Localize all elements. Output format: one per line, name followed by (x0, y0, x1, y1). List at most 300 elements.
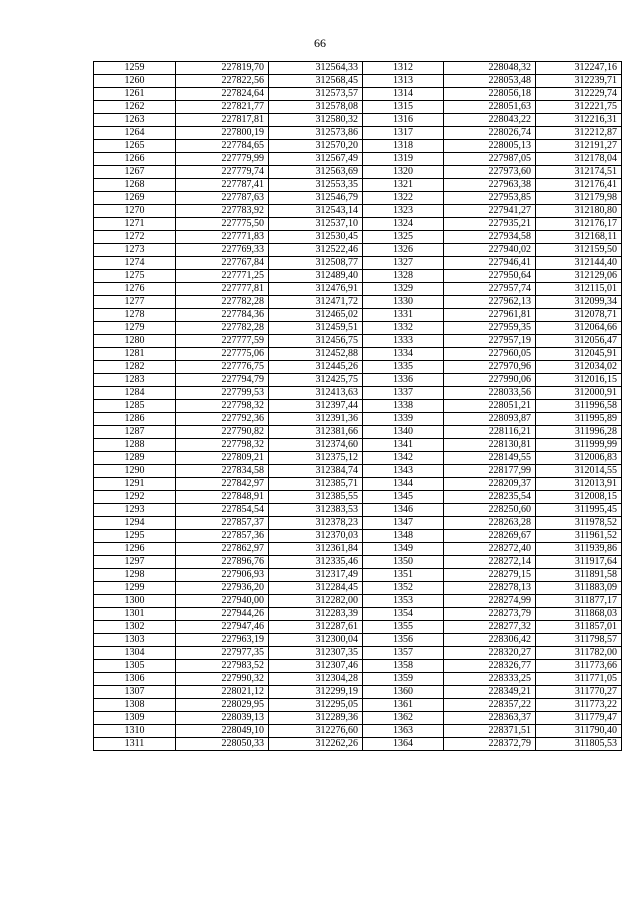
x-coordinate-cell: 228277,32 (444, 621, 536, 634)
x-coordinate-cell: 227819,70 (176, 62, 269, 75)
y-coordinate-cell: 312335,46 (269, 556, 363, 569)
y-coordinate-cell: 312374,60 (269, 439, 363, 452)
y-coordinate-cell: 312247,16 (536, 62, 622, 75)
y-coordinate-cell: 312456,75 (269, 335, 363, 348)
point-number-cell: 1343 (363, 465, 444, 478)
x-coordinate-cell: 227906,93 (176, 569, 269, 582)
table-row (94, 205, 622, 218)
x-coordinate-cell: 227784,65 (176, 140, 269, 153)
point-number-cell: 1320 (363, 166, 444, 179)
x-coordinate-cell: 228050,33 (176, 738, 269, 751)
point-number-cell: 1296 (94, 543, 176, 556)
point-number-cell: 1347 (363, 517, 444, 530)
table-row (94, 400, 622, 413)
table-row (94, 582, 622, 595)
table-row (94, 504, 622, 517)
x-coordinate-cell: 228263,28 (444, 517, 536, 530)
table-row (94, 257, 622, 270)
y-coordinate-cell: 312459,51 (269, 322, 363, 335)
y-coordinate-cell: 312508,77 (269, 257, 363, 270)
y-coordinate-cell: 311961,52 (536, 530, 622, 543)
y-coordinate-cell: 311883,09 (536, 582, 622, 595)
point-number-cell: 1265 (94, 140, 176, 153)
point-number-cell: 1346 (363, 504, 444, 517)
x-coordinate-cell: 227790,82 (176, 426, 269, 439)
point-number-cell: 1319 (363, 153, 444, 166)
x-coordinate-cell: 227896,76 (176, 556, 269, 569)
x-coordinate-cell: 227940,00 (176, 595, 269, 608)
point-number-cell: 1300 (94, 595, 176, 608)
point-number-cell: 1329 (363, 283, 444, 296)
x-coordinate-cell: 228320,27 (444, 647, 536, 660)
table-row (94, 166, 622, 179)
y-coordinate-cell: 312391,36 (269, 413, 363, 426)
x-coordinate-cell: 227963,19 (176, 634, 269, 647)
table-row (94, 439, 622, 452)
coordinates-table (93, 61, 622, 751)
x-coordinate-cell: 227983,52 (176, 660, 269, 673)
table-row (94, 595, 622, 608)
point-number-cell: 1260 (94, 75, 176, 88)
point-number-cell: 1286 (94, 413, 176, 426)
y-coordinate-cell: 311995,89 (536, 413, 622, 426)
y-coordinate-cell: 312307,35 (269, 647, 363, 660)
x-coordinate-cell: 227987,05 (444, 153, 536, 166)
point-number-cell: 1360 (363, 686, 444, 699)
point-number-cell: 1364 (363, 738, 444, 751)
table-row (94, 543, 622, 556)
x-coordinate-cell: 227857,37 (176, 517, 269, 530)
point-number-cell: 1263 (94, 114, 176, 127)
x-coordinate-cell: 227970,96 (444, 361, 536, 374)
y-coordinate-cell: 312385,55 (269, 491, 363, 504)
x-coordinate-cell: 228363,37 (444, 712, 536, 725)
x-coordinate-cell: 228357,22 (444, 699, 536, 712)
y-coordinate-cell: 312299,19 (269, 686, 363, 699)
x-coordinate-cell: 228026,74 (444, 127, 536, 140)
point-number-cell: 1322 (363, 192, 444, 205)
point-number-cell: 1352 (363, 582, 444, 595)
y-coordinate-cell: 312413,63 (269, 387, 363, 400)
point-number-cell: 1304 (94, 647, 176, 660)
point-number-cell: 1317 (363, 127, 444, 140)
x-coordinate-cell: 228273,79 (444, 608, 536, 621)
table-row (94, 114, 622, 127)
point-number-cell: 1361 (363, 699, 444, 712)
y-coordinate-cell: 312573,57 (269, 88, 363, 101)
y-coordinate-cell: 312239,71 (536, 75, 622, 88)
y-coordinate-cell: 312381,66 (269, 426, 363, 439)
y-coordinate-cell: 312385,71 (269, 478, 363, 491)
y-coordinate-cell: 311779,47 (536, 712, 622, 725)
table-row (94, 140, 622, 153)
point-number-cell: 1301 (94, 608, 176, 621)
point-number-cell: 1298 (94, 569, 176, 582)
point-number-cell: 1351 (363, 569, 444, 582)
point-number-cell: 1273 (94, 244, 176, 257)
table-row (94, 621, 622, 634)
y-coordinate-cell: 312289,36 (269, 712, 363, 725)
point-number-cell: 1312 (363, 62, 444, 75)
table-row (94, 62, 622, 75)
table-row (94, 491, 622, 504)
y-coordinate-cell: 312570,20 (269, 140, 363, 153)
table-row (94, 244, 622, 257)
x-coordinate-cell: 228371,51 (444, 725, 536, 738)
point-number-cell: 1308 (94, 699, 176, 712)
point-number-cell: 1336 (363, 374, 444, 387)
point-number-cell: 1274 (94, 257, 176, 270)
point-number-cell: 1264 (94, 127, 176, 140)
point-number-cell: 1297 (94, 556, 176, 569)
table-row (94, 270, 622, 283)
x-coordinate-cell: 228029,95 (176, 699, 269, 712)
x-coordinate-cell: 227947,46 (176, 621, 269, 634)
point-number-cell: 1355 (363, 621, 444, 634)
y-coordinate-cell: 312176,17 (536, 218, 622, 231)
point-number-cell: 1318 (363, 140, 444, 153)
y-coordinate-cell: 312159,50 (536, 244, 622, 257)
x-coordinate-cell: 227809,21 (176, 452, 269, 465)
y-coordinate-cell: 312530,45 (269, 231, 363, 244)
point-number-cell: 1267 (94, 166, 176, 179)
x-coordinate-cell: 227824,64 (176, 88, 269, 101)
x-coordinate-cell: 227794,79 (176, 374, 269, 387)
x-coordinate-cell: 228130,81 (444, 439, 536, 452)
y-coordinate-cell: 312178,04 (536, 153, 622, 166)
x-coordinate-cell: 228372,79 (444, 738, 536, 751)
x-coordinate-cell: 227834,58 (176, 465, 269, 478)
point-number-cell: 1280 (94, 335, 176, 348)
x-coordinate-cell: 227962,13 (444, 296, 536, 309)
y-coordinate-cell: 311891,58 (536, 569, 622, 582)
y-coordinate-cell: 311868,03 (536, 608, 622, 621)
table-row (94, 699, 622, 712)
point-number-cell: 1302 (94, 621, 176, 634)
x-coordinate-cell: 228051,21 (444, 400, 536, 413)
y-coordinate-cell: 312304,28 (269, 673, 363, 686)
table-row (94, 413, 622, 426)
x-coordinate-cell: 228272,14 (444, 556, 536, 569)
table-row (94, 387, 622, 400)
x-coordinate-cell: 227935,21 (444, 218, 536, 231)
x-coordinate-cell: 227769,33 (176, 244, 269, 257)
y-coordinate-cell: 312056,47 (536, 335, 622, 348)
x-coordinate-cell: 227777,81 (176, 283, 269, 296)
y-coordinate-cell: 311805,53 (536, 738, 622, 751)
y-coordinate-cell: 312000,91 (536, 387, 622, 400)
y-coordinate-cell: 312176,41 (536, 179, 622, 192)
point-number-cell: 1326 (363, 244, 444, 257)
x-coordinate-cell: 228272,40 (444, 543, 536, 556)
point-number-cell: 1328 (363, 270, 444, 283)
table-row (94, 452, 622, 465)
table-row (94, 127, 622, 140)
y-coordinate-cell: 312489,40 (269, 270, 363, 283)
x-coordinate-cell: 228279,15 (444, 569, 536, 582)
y-coordinate-cell: 312568,45 (269, 75, 363, 88)
x-coordinate-cell: 227941,27 (444, 205, 536, 218)
point-number-cell: 1332 (363, 322, 444, 335)
point-number-cell: 1287 (94, 426, 176, 439)
x-coordinate-cell: 227799,53 (176, 387, 269, 400)
x-coordinate-cell: 227800,19 (176, 127, 269, 140)
y-coordinate-cell: 312099,34 (536, 296, 622, 309)
y-coordinate-cell: 312383,53 (269, 504, 363, 517)
x-coordinate-cell: 227787,41 (176, 179, 269, 192)
x-coordinate-cell: 227771,25 (176, 270, 269, 283)
table-row (94, 517, 622, 530)
point-number-cell: 1333 (363, 335, 444, 348)
y-coordinate-cell: 312553,35 (269, 179, 363, 192)
point-number-cell: 1349 (363, 543, 444, 556)
table-row (94, 530, 622, 543)
table-row (94, 569, 622, 582)
x-coordinate-cell: 227960,05 (444, 348, 536, 361)
table-row (94, 725, 622, 738)
y-coordinate-cell: 312317,49 (269, 569, 363, 582)
y-coordinate-cell: 312295,05 (269, 699, 363, 712)
x-coordinate-cell: 228177,99 (444, 465, 536, 478)
point-number-cell: 1321 (363, 179, 444, 192)
table-row (94, 712, 622, 725)
point-number-cell: 1307 (94, 686, 176, 699)
point-number-cell: 1325 (363, 231, 444, 244)
table-row (94, 647, 622, 660)
x-coordinate-cell: 227977,35 (176, 647, 269, 660)
x-coordinate-cell: 227783,92 (176, 205, 269, 218)
point-number-cell: 1316 (363, 114, 444, 127)
y-coordinate-cell: 312563,69 (269, 166, 363, 179)
x-coordinate-cell: 227782,28 (176, 322, 269, 335)
x-coordinate-cell: 227822,56 (176, 75, 269, 88)
table-row (94, 608, 622, 621)
x-coordinate-cell: 228053,48 (444, 75, 536, 88)
point-number-cell: 1271 (94, 218, 176, 231)
x-coordinate-cell: 227817,81 (176, 114, 269, 127)
y-coordinate-cell: 312537,10 (269, 218, 363, 231)
x-coordinate-cell: 227775,50 (176, 218, 269, 231)
table-row (94, 478, 622, 491)
point-number-cell: 1345 (363, 491, 444, 504)
y-coordinate-cell: 312216,31 (536, 114, 622, 127)
point-number-cell: 1363 (363, 725, 444, 738)
point-number-cell: 1277 (94, 296, 176, 309)
x-coordinate-cell: 228049,10 (176, 725, 269, 738)
x-coordinate-cell: 228306,42 (444, 634, 536, 647)
point-number-cell: 1337 (363, 387, 444, 400)
x-coordinate-cell: 227934,58 (444, 231, 536, 244)
point-number-cell: 1311 (94, 738, 176, 751)
y-coordinate-cell: 312008,15 (536, 491, 622, 504)
x-coordinate-cell: 227936,20 (176, 582, 269, 595)
point-number-cell: 1357 (363, 647, 444, 660)
point-number-cell: 1341 (363, 439, 444, 452)
table-row (94, 75, 622, 88)
x-coordinate-cell: 227798,32 (176, 439, 269, 452)
y-coordinate-cell: 311771,05 (536, 673, 622, 686)
point-number-cell: 1350 (363, 556, 444, 569)
x-coordinate-cell: 227821,77 (176, 101, 269, 114)
y-coordinate-cell: 312578,08 (269, 101, 363, 114)
y-coordinate-cell: 312191,27 (536, 140, 622, 153)
x-coordinate-cell: 227957,74 (444, 283, 536, 296)
point-number-cell: 1313 (363, 75, 444, 88)
x-coordinate-cell: 227854,54 (176, 504, 269, 517)
y-coordinate-cell: 312129,06 (536, 270, 622, 283)
y-coordinate-cell: 312013,91 (536, 478, 622, 491)
x-coordinate-cell: 227782,28 (176, 296, 269, 309)
x-coordinate-cell: 228209,37 (444, 478, 536, 491)
table-row (94, 361, 622, 374)
x-coordinate-cell: 228116,21 (444, 426, 536, 439)
x-coordinate-cell: 228048,32 (444, 62, 536, 75)
x-coordinate-cell: 227798,32 (176, 400, 269, 413)
table-row (94, 101, 622, 114)
point-number-cell: 1282 (94, 361, 176, 374)
y-coordinate-cell: 312546,79 (269, 192, 363, 205)
point-number-cell: 1295 (94, 530, 176, 543)
y-coordinate-cell: 312397,44 (269, 400, 363, 413)
x-coordinate-cell: 228349,21 (444, 686, 536, 699)
y-coordinate-cell: 312361,84 (269, 543, 363, 556)
x-coordinate-cell: 228093,87 (444, 413, 536, 426)
y-coordinate-cell: 312522,46 (269, 244, 363, 257)
y-coordinate-cell: 312375,12 (269, 452, 363, 465)
x-coordinate-cell: 227957,19 (444, 335, 536, 348)
y-coordinate-cell: 312144,40 (536, 257, 622, 270)
y-coordinate-cell: 311798,57 (536, 634, 622, 647)
point-number-cell: 1331 (363, 309, 444, 322)
y-coordinate-cell: 312564,33 (269, 62, 363, 75)
point-number-cell: 1289 (94, 452, 176, 465)
y-coordinate-cell: 312284,45 (269, 582, 363, 595)
point-number-cell: 1262 (94, 101, 176, 114)
point-number-cell: 1340 (363, 426, 444, 439)
y-coordinate-cell: 312543,14 (269, 205, 363, 218)
x-coordinate-cell: 228250,60 (444, 504, 536, 517)
table-row (94, 465, 622, 478)
x-coordinate-cell: 227784,36 (176, 309, 269, 322)
y-coordinate-cell: 312221,75 (536, 101, 622, 114)
point-number-cell: 1281 (94, 348, 176, 361)
x-coordinate-cell: 227779,74 (176, 166, 269, 179)
x-coordinate-cell: 227848,91 (176, 491, 269, 504)
x-coordinate-cell: 227792,36 (176, 413, 269, 426)
y-coordinate-cell: 312276,60 (269, 725, 363, 738)
y-coordinate-cell: 312378,23 (269, 517, 363, 530)
y-coordinate-cell: 312445,26 (269, 361, 363, 374)
y-coordinate-cell: 312580,32 (269, 114, 363, 127)
point-number-cell: 1299 (94, 582, 176, 595)
table-row (94, 179, 622, 192)
point-number-cell: 1278 (94, 309, 176, 322)
point-number-cell: 1293 (94, 504, 176, 517)
y-coordinate-cell: 312384,74 (269, 465, 363, 478)
table-row (94, 634, 622, 647)
x-coordinate-cell: 227862,97 (176, 543, 269, 556)
table-row (94, 153, 622, 166)
x-coordinate-cell: 227959,35 (444, 322, 536, 335)
y-coordinate-cell: 312283,39 (269, 608, 363, 621)
point-number-cell: 1310 (94, 725, 176, 738)
y-coordinate-cell: 311770,27 (536, 686, 622, 699)
x-coordinate-cell: 228274,99 (444, 595, 536, 608)
y-coordinate-cell: 312307,46 (269, 660, 363, 673)
point-number-cell: 1279 (94, 322, 176, 335)
table-row (94, 556, 622, 569)
y-coordinate-cell: 312016,15 (536, 374, 622, 387)
y-coordinate-cell: 311999,99 (536, 439, 622, 452)
y-coordinate-cell: 311877,17 (536, 595, 622, 608)
table-row (94, 660, 622, 673)
y-coordinate-cell: 311939,86 (536, 543, 622, 556)
point-number-cell: 1323 (363, 205, 444, 218)
point-number-cell: 1259 (94, 62, 176, 75)
y-coordinate-cell: 312180,80 (536, 205, 622, 218)
y-coordinate-cell: 312287,61 (269, 621, 363, 634)
y-coordinate-cell: 312006,83 (536, 452, 622, 465)
x-coordinate-cell: 227990,06 (444, 374, 536, 387)
y-coordinate-cell: 311917,64 (536, 556, 622, 569)
x-coordinate-cell: 227767,84 (176, 257, 269, 270)
y-coordinate-cell: 312045,91 (536, 348, 622, 361)
point-number-cell: 1276 (94, 283, 176, 296)
x-coordinate-cell: 228033,56 (444, 387, 536, 400)
y-coordinate-cell: 311773,22 (536, 699, 622, 712)
y-coordinate-cell: 312370,03 (269, 530, 363, 543)
point-number-cell: 1284 (94, 387, 176, 400)
table-row (94, 296, 622, 309)
x-coordinate-cell: 227775,06 (176, 348, 269, 361)
x-coordinate-cell: 227961,81 (444, 309, 536, 322)
table-row (94, 218, 622, 231)
table-row (94, 88, 622, 101)
point-number-cell: 1324 (363, 218, 444, 231)
point-number-cell: 1309 (94, 712, 176, 725)
x-coordinate-cell: 227963,38 (444, 179, 536, 192)
y-coordinate-cell: 311782,00 (536, 647, 622, 660)
point-number-cell: 1335 (363, 361, 444, 374)
x-coordinate-cell: 227779,99 (176, 153, 269, 166)
x-coordinate-cell: 227787,63 (176, 192, 269, 205)
point-number-cell: 1327 (363, 257, 444, 270)
y-coordinate-cell: 312425,75 (269, 374, 363, 387)
x-coordinate-cell: 228269,67 (444, 530, 536, 543)
table-row (94, 322, 622, 335)
point-number-cell: 1291 (94, 478, 176, 491)
x-coordinate-cell: 227940,02 (444, 244, 536, 257)
page-number: 66 (314, 36, 326, 50)
x-coordinate-cell: 227777,59 (176, 335, 269, 348)
y-coordinate-cell: 312573,86 (269, 127, 363, 140)
y-coordinate-cell: 312034,02 (536, 361, 622, 374)
x-coordinate-cell: 228149,55 (444, 452, 536, 465)
table-row (94, 231, 622, 244)
point-number-cell: 1261 (94, 88, 176, 101)
y-coordinate-cell: 312300,04 (269, 634, 363, 647)
y-coordinate-cell: 312064,66 (536, 322, 622, 335)
point-number-cell: 1314 (363, 88, 444, 101)
y-coordinate-cell: 312174,51 (536, 166, 622, 179)
point-number-cell: 1306 (94, 673, 176, 686)
y-coordinate-cell: 311790,40 (536, 725, 622, 738)
y-coordinate-cell: 312452,88 (269, 348, 363, 361)
y-coordinate-cell: 312078,71 (536, 309, 622, 322)
y-coordinate-cell: 312465,02 (269, 309, 363, 322)
point-number-cell: 1290 (94, 465, 176, 478)
x-coordinate-cell: 227857,36 (176, 530, 269, 543)
